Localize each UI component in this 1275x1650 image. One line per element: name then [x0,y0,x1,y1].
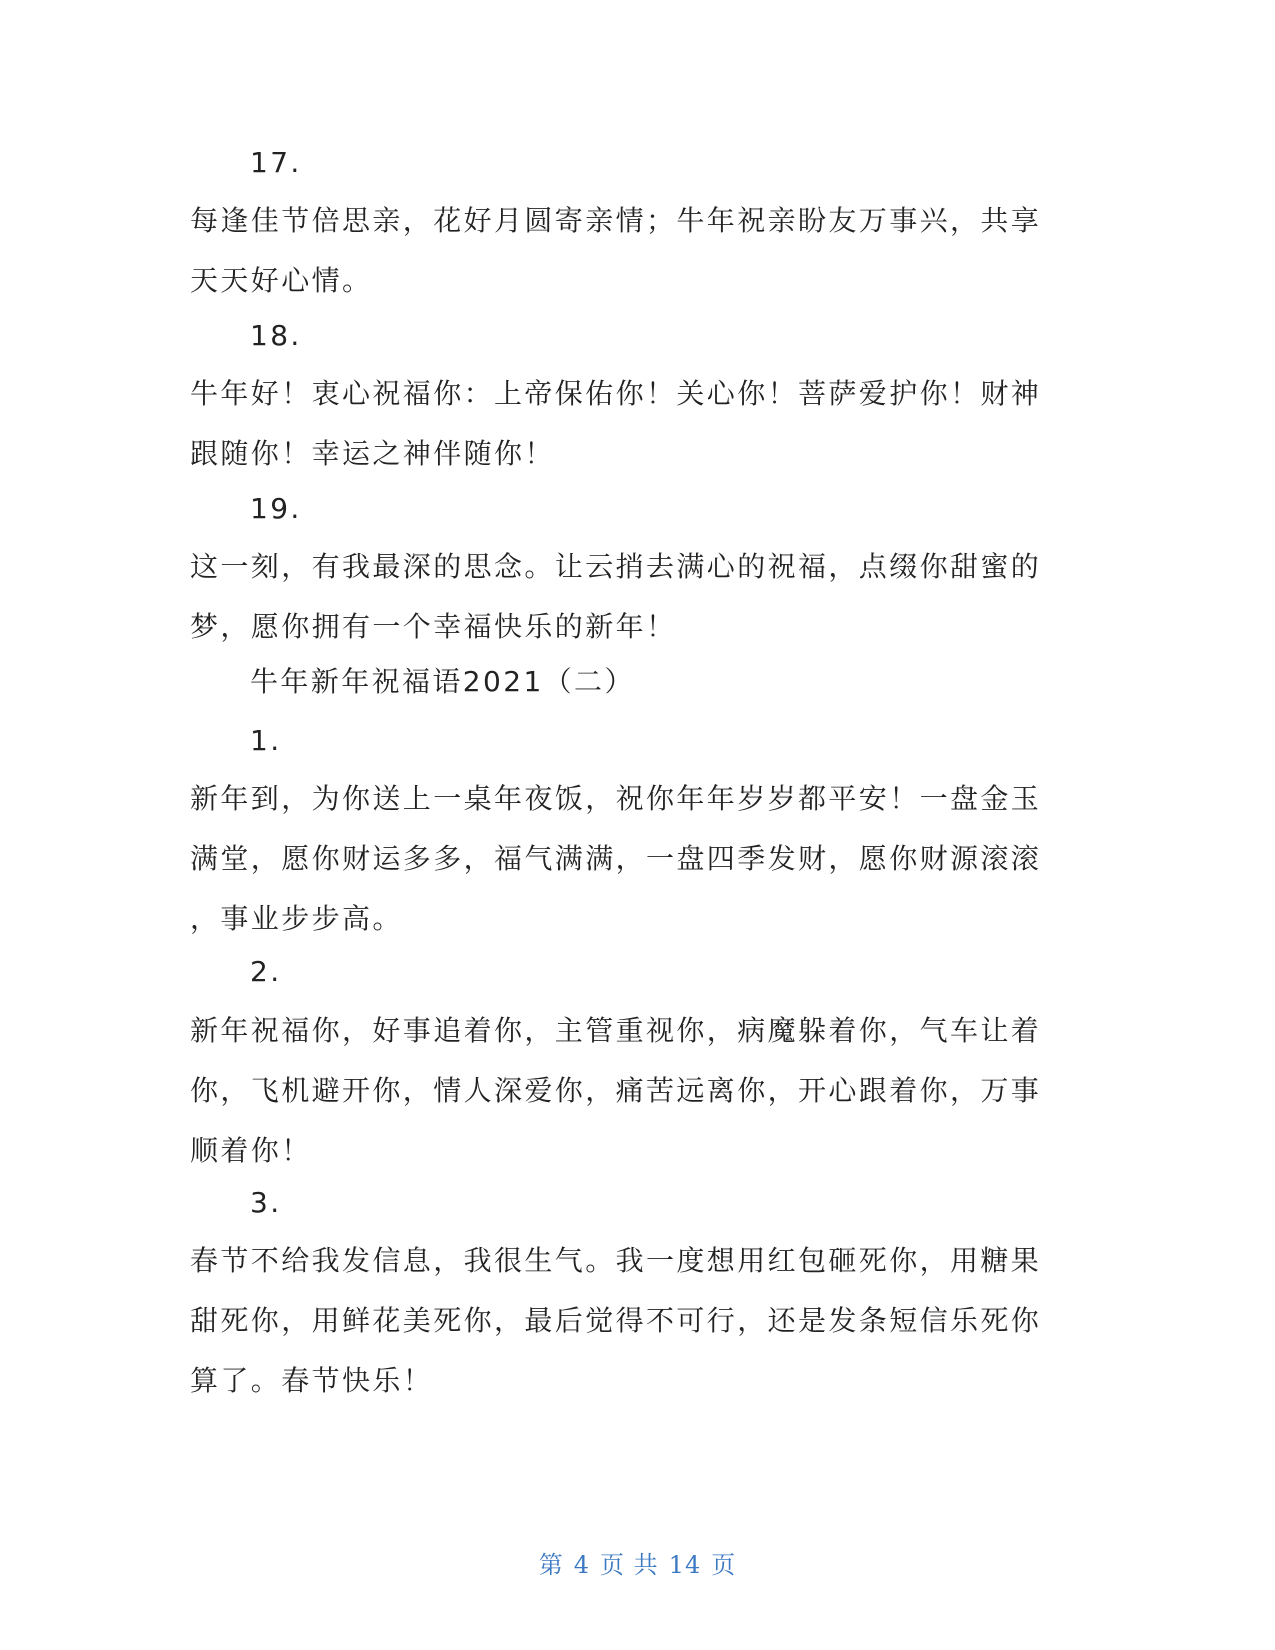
item-number-3: 3. [250,1186,282,1219]
item-number-1: 1. [250,724,282,757]
item-number-2: 2. [250,955,282,988]
section-heading: 牛年新年祝福语2021（二） [250,665,635,698]
paragraph-line: 跟随你！幸运之神伴随你！ [190,437,555,470]
paragraph-line: 你，飞机避开你，情人深爱你，痛苦远离你，开心跟着你，万事 [190,1074,1042,1107]
paragraph-1 [190,769,1070,949]
footer-total-pages: 14 [668,1551,702,1579]
paragraph-line: 新年祝福你，好事追着你，主管重视你，病魔躲着你，气车让着 [190,1014,1042,1047]
paragraph-line: 牛年好！衷心祝福你：上帝保佑你！关心你！菩萨爱护你！财神 [190,377,1042,410]
footer-prefix: 第 [538,1551,564,1579]
paragraph-2 [190,1001,1070,1181]
paragraph-line: 梦，愿你拥有一个幸福快乐的新年！ [190,610,677,643]
item-number-18: 18. [250,319,302,352]
paragraph-19 [190,537,1070,657]
item-number-17: 17. [250,146,302,179]
paragraph-line: 满堂，愿你财运多多，福气满满，一盘四季发财，愿你财源滚滚 [190,842,1042,875]
paragraph-line: 春节不给我发信息，我很生气。我一度想用红包砸死你，用糖果 [190,1244,1042,1277]
footer-middle: 页 共 [600,1551,659,1579]
paragraph-line: 甜死你，用鲜花美死你，最后觉得不可行，还是发条短信乐死你 [190,1304,1042,1337]
paragraph-line: 新年到，为你送上一桌年夜饭，祝你年年岁岁都平安！一盘金玉 [190,782,1042,815]
paragraph-line: 算了。春节快乐！ [190,1364,434,1397]
paragraph-18 [190,364,1070,484]
paragraph-line: 每逢佳节倍思亲，花好月圆寄亲情；牛年祝亲盼友万事兴，共享 [190,204,1042,237]
paragraph-line: ，事业步步高。 [190,902,403,935]
item-number-19: 19. [250,492,302,525]
paragraph-line: 这一刻，有我最深的思念。让云捎去满心的祝福，点缀你甜蜜的 [190,550,1042,583]
paragraph-17 [190,191,1070,311]
paragraph-line: 天天好心情。 [190,264,373,297]
footer-current-page: 4 [573,1551,591,1579]
page-footer [0,1545,1275,1580]
paragraph-3 [190,1231,1070,1411]
footer-suffix: 页 [711,1551,737,1579]
paragraph-line: 顺着你！ [190,1134,312,1167]
